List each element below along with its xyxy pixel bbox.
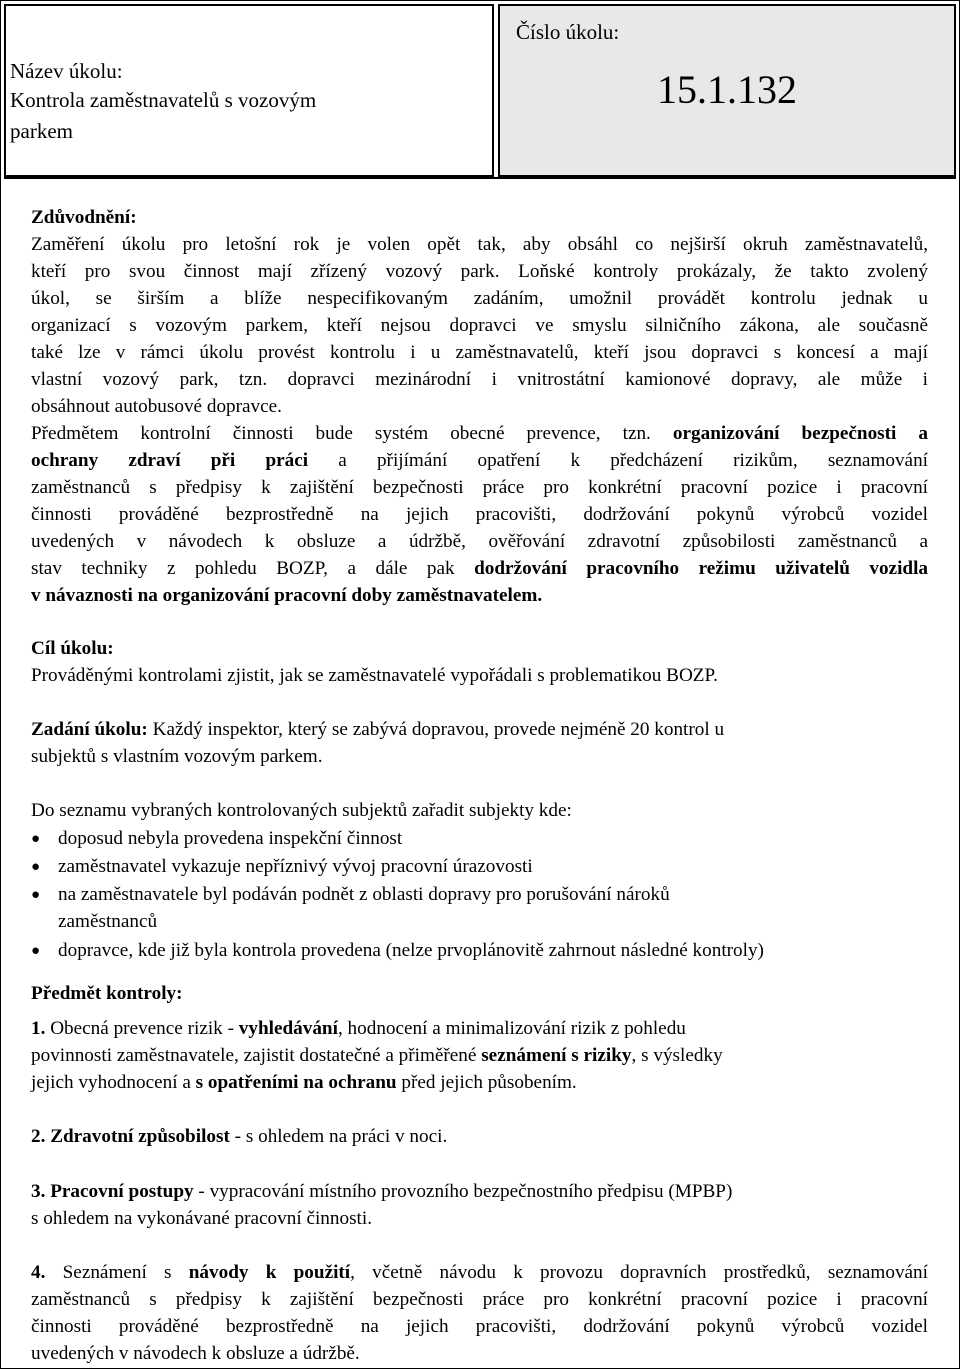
subject-item-4-line: uvedených v návodech k obsluze a údržbě. <box>31 1343 360 1364</box>
bullet-icon: ● <box>31 887 41 903</box>
list-item-continuation: zaměstnanců <box>58 911 158 932</box>
list-item: na zaměstnavatele byl podáván podnět z oblasti dopravy pro porušování nároků <box>58 884 670 905</box>
justification-line: kteří pro svou činnost mají zřízený vozový park. Loňské kontroly prokázaly, že takto zvolený <box>31 261 928 282</box>
justification-line: zaměstnanců s předpisy k zajištění bezpečnosti práce pro konkrétní pracovní pozice i pracovní <box>31 477 928 498</box>
goal-heading: Cíl úkolu: <box>31 638 114 659</box>
subject-item-4-line: zaměstnanců s předpisy k zajištění bezpečnosti práce pro konkrétní pracovní pozice i pracovní <box>31 1289 928 1310</box>
justification-line: Předmětem kontrolní činnosti bude systém obecné prevence, tzn. organizování bezpečnosti a <box>31 423 928 444</box>
subject-item-1-line: povinnosti zaměstnavatele, zajistit dostatečné a přiměřené seznámení s riziky, s výsledky <box>31 1045 723 1066</box>
justification-line: uvedených v návodech k obsluze a údržbě, ověřování zdravotní způsobilosti zaměstnanců a <box>31 531 928 552</box>
justification-line: úkol, se širším a blíže nespecifikovaným zadáním, umožnil provádět kontrolu jednak u <box>31 288 928 309</box>
subject-item-4: 4. Seznámení s návody k použití, včetně návodu k provozu dopravních prostředků, seznamování <box>31 1262 928 1283</box>
assignment-line: Zadání úkolu: Každý inspektor, který se zabývá dopravou, provede nejméně 20 kontrol u <box>31 719 725 740</box>
bullet-icon: ● <box>31 943 41 959</box>
task-title-line1: Kontrola zaměstnavatelů s vozovým <box>10 88 317 112</box>
subject-item-2: 2. Zdravotní způsobilost - s ohledem na práci v noci. <box>31 1126 448 1147</box>
task-number-label: Číslo úkolu: <box>516 20 620 44</box>
justification-line: organizací s vozovým parkem, kteří nejsou dopravci ve smyslu silničního zákona, ale současně <box>31 315 928 336</box>
justification-heading: Zdůvodnění: <box>31 207 137 228</box>
list-item: zaměstnavatel vykazuje nepříznivý vývoj pracovní úrazovosti <box>58 856 533 877</box>
subject-item-1-line: jejich vyhodnocení a s opatřeními na ochranu před jejich působením. <box>31 1072 577 1093</box>
header-divider <box>4 177 956 179</box>
task-title-label: Název úkolu: <box>10 59 123 83</box>
subject-item-4-line: činnosti prováděné bezprostředně na jejich pracovišti, dodržování pokynů výrobců vozidel <box>31 1316 928 1337</box>
justification-line: také lze v rámci úkolu provést kontrolu i u zaměstnavatelů, kteří jsou dopravci s koncesí a mají <box>31 342 928 363</box>
justification-line: ochrany zdraví při práci a přijímání opatření k předcházení rizikům, seznamování <box>31 450 928 471</box>
justification-line: Zaměření úkolu pro letošní rok je volen opět tak, aby obsáhl co nejširší okruh zaměstnavatelů, <box>31 234 928 255</box>
list-item: dopravce, kde již byla kontrola provedena (nelze prvoplánovitě zahrnout následné kontroly) <box>58 940 764 961</box>
bullet-icon: ● <box>31 831 41 847</box>
subject-item-3-line: s ohledem na vykonávané pracovní činnosti. <box>31 1208 373 1229</box>
list-item: doposud nebyla provedena inspekční činnost <box>58 828 403 849</box>
task-number-value: 15.1.132 <box>657 67 797 112</box>
justification-line: činnosti prováděné bezprostředně na jejich pracovišti, dodržování pokynů výrobců vozidel <box>31 504 928 525</box>
subject-heading: Předmět kontroly: <box>31 983 183 1004</box>
justification-line: vlastní vozový park, tzn. dopravci mezinárodní i vnitrostátní kamionové dopravy, ale může i <box>31 369 928 390</box>
assignment-line: subjektů s vlastním vozovým parkem. <box>31 746 323 767</box>
justification-line: stav techniky z pohledu BOZP, a dále pak dodržování pracovního režimu uživatelů vozidla <box>31 558 928 579</box>
justification-line: v návaznosti na organizování pracovní doby zaměstnavatelem. <box>31 585 543 606</box>
justification-line: obsáhnout autobusové dopravce. <box>31 396 282 417</box>
subject-item-3: 3. Pracovní postupy - vypracování místního provozního bezpečnostního předpisu (MPBP) <box>31 1181 733 1202</box>
subject-item-1: 1. Obecná prevence rizik - vyhledávání, hodnocení a minimalizování rizik z pohledu <box>31 1018 686 1039</box>
task-title-line2: parkem <box>10 119 73 143</box>
bullet-icon: ● <box>31 859 41 875</box>
selection-intro: Do seznamu vybraných kontrolovaných subjektů zařadit subjekty kde: <box>31 800 572 821</box>
goal-text: Prováděnými kontrolami zjistit, jak se zaměstnavatelé vypořádali s problematikou BOZP. <box>31 665 718 686</box>
